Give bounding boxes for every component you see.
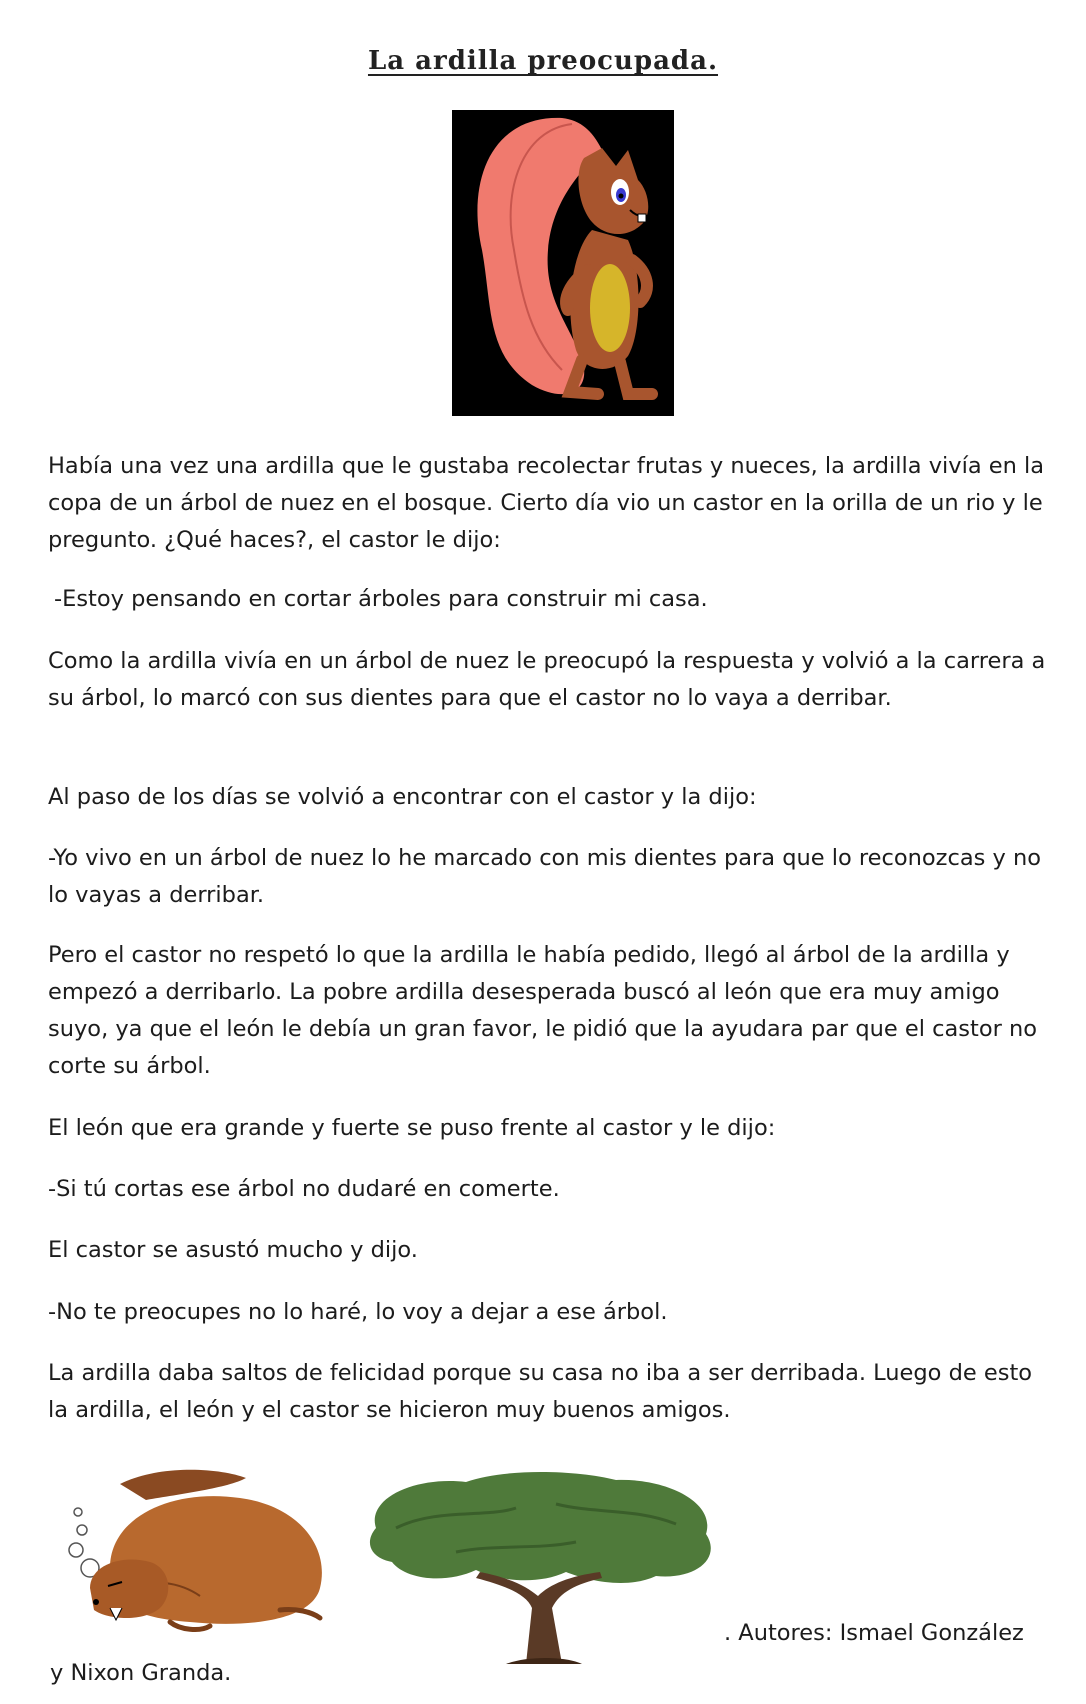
- story-paragraph-6: Pero el castor no respetó lo que la ardilla le había pedido, llegó al árbol de la ardilla y empezó a derribarlo. La pobre ardilla desesperada buscó al león que era muy amigo suyo, ya que el león le debía un gran favor, le pidió que la ayudara par que el castor no corte su árbol.: [48, 942, 1038, 1079]
- story-paragraph-4: Al paso de los días se volvió a encontrar con el castor y la dijo:: [48, 784, 757, 810]
- story-paragraph-9: El castor se asustó mucho y dijo.: [48, 1237, 418, 1263]
- story-paragraph-10: -No te preocupes no lo haré, lo voy a dejar a ese árbol.: [48, 1299, 668, 1325]
- story-paragraph-7: El león que era grande y fuerte se puso frente al castor y le dijo:: [48, 1115, 776, 1141]
- story-paragraph-11: La ardilla daba saltos de felicidad porque su casa no iba a ser derribada. Luego de esto la ardilla, el león y el castor se hicieron muy buenos amigos.: [48, 1360, 1033, 1423]
- story-paragraph-1: Había una vez una ardilla que le gustaba recolectar frutas y nueces, la ardilla vivía en la copa de un árbol de nuez en el bosque. Cierto día vio un castor en la orilla de un rio y le pregunto. ¿Qué haces?, el castor le dijo:: [48, 453, 1045, 553]
- story-paragraph-5: -Yo vivo en un árbol de nuez lo he marcado con mis dientes para que lo reconozcas y no lo vayas a derribar.: [48, 845, 1042, 908]
- beaver-illustration: [50, 1458, 360, 1638]
- story-paragraph-2: -Estoy pensando en cortar árboles para construir mi casa.: [54, 586, 708, 612]
- authors-line: . Autores: Ismael González: [724, 1620, 1024, 1646]
- squirrel-illustration: [452, 110, 674, 416]
- story-paragraph-3: Como la ardilla vivía en un árbol de nuez le preocupó la respuesta y volvió a la carrera a su árbol, lo marcó con sus dientes para que el castor no lo vaya a derribar.: [48, 648, 1046, 711]
- authors-line-continued: y Nixon Granda.: [50, 1660, 232, 1686]
- tree-illustration: [356, 1468, 728, 1664]
- page-title: La ardilla preocupada.: [367, 46, 719, 76]
- story-paragraph-8: -Si tú cortas ese árbol no dudaré en comerte.: [48, 1176, 560, 1202]
